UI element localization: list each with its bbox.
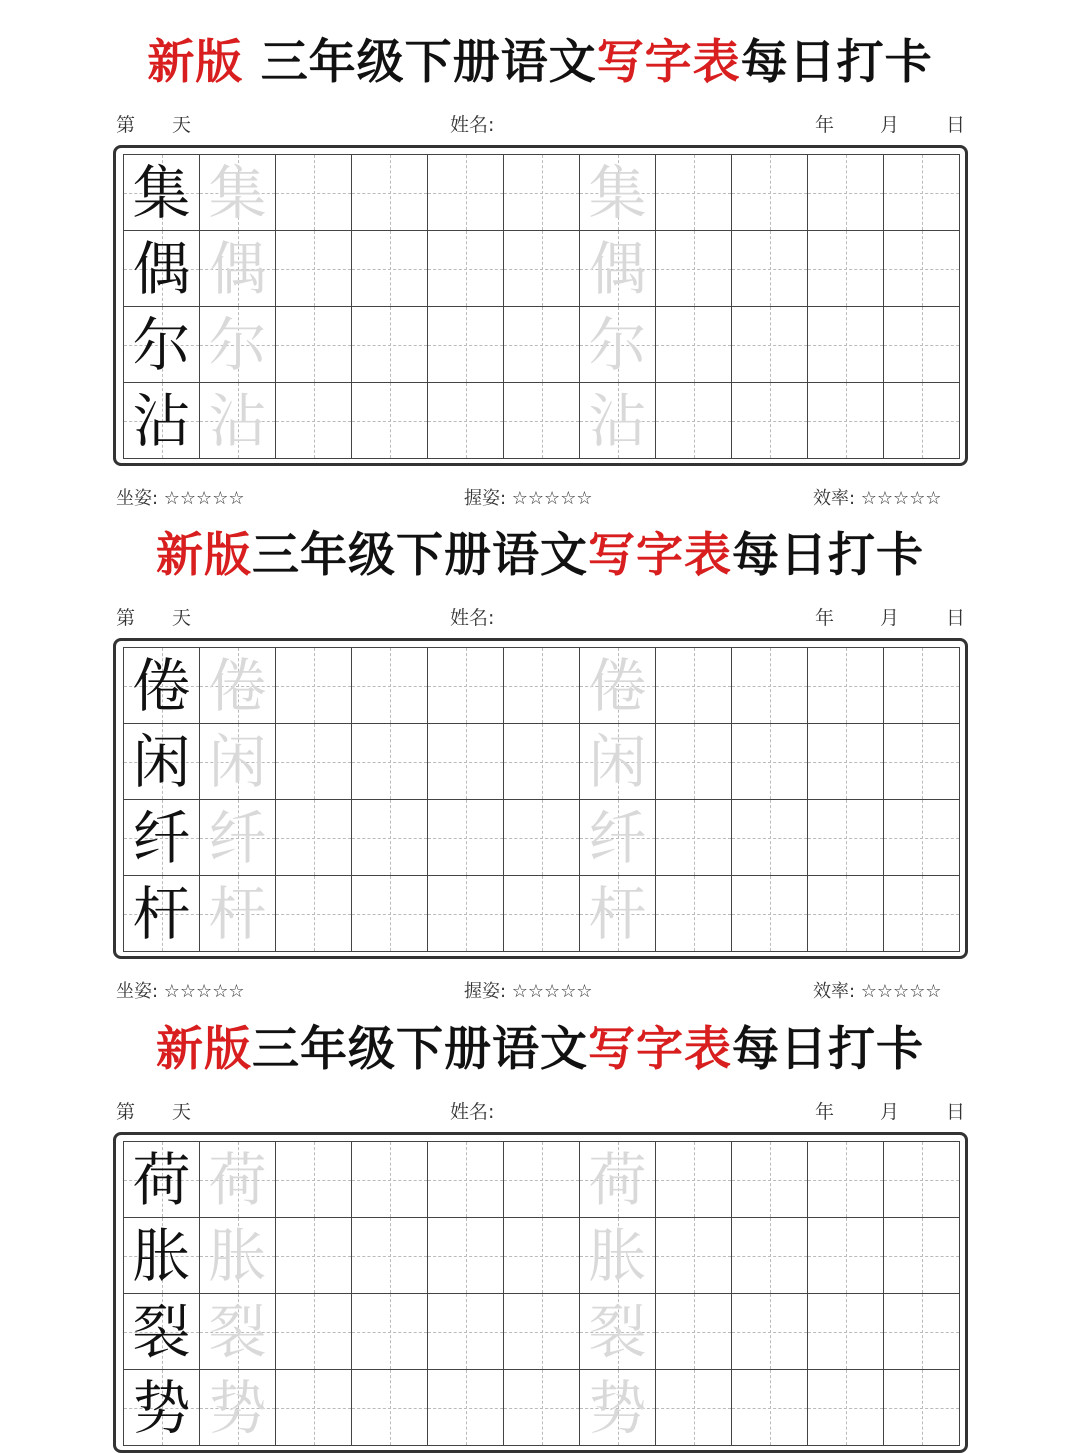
writing-cell[interactable] [352,876,428,952]
title-part: 三年级下册语文 [252,1022,588,1077]
name-label: 姓名: [450,114,495,136]
trace-character-cell [580,800,656,876]
model-character-cell [124,1142,200,1218]
trace-character: 闲 [588,727,647,796]
model-character-cell [124,724,200,800]
trace-character: 尔 [588,310,647,379]
writing-cell[interactable] [276,1218,352,1294]
writing-cell[interactable] [884,1370,960,1446]
writing-cell[interactable] [808,724,884,800]
date-label: 日 [946,607,966,629]
model-character-cell [124,307,200,383]
writing-cell[interactable] [808,231,884,307]
writing-cell[interactable] [504,800,580,876]
efficiency-rating[interactable]: 效率: ☆☆☆☆☆ [813,981,942,1002]
writing-cell[interactable] [276,800,352,876]
writing-cell[interactable] [276,307,352,383]
writing-cell[interactable] [352,724,428,800]
writing-cell[interactable] [884,1294,960,1370]
sheet-title [0,33,1080,93]
writing-grid-frame [113,638,968,959]
trace-character: 沾 [588,386,647,455]
writing-cell[interactable] [732,155,808,231]
writing-grid-frame [113,145,968,466]
writing-cell[interactable] [732,648,808,724]
year-label: 年 [815,607,835,629]
trace-character: 纤 [588,803,647,872]
writing-cell[interactable] [884,383,960,459]
writing-cell[interactable] [656,383,732,459]
trace-character: 势 [588,1373,647,1442]
model-character-cell [124,383,200,459]
writing-cell[interactable] [504,1218,580,1294]
day-suffix-label: 天 [172,114,192,136]
writing-cell[interactable] [884,1142,960,1218]
writing-cell[interactable] [732,231,808,307]
trace-character-cell [580,648,656,724]
model-character-cell [124,1218,200,1294]
writing-cell[interactable] [352,155,428,231]
trace-character: 集 [588,158,647,227]
title-part: 每日打卡 [732,1022,924,1077]
writing-cell[interactable] [428,1294,504,1370]
trace-character-cell [200,800,276,876]
model-character: 集 [132,158,191,227]
trace-character: 倦 [208,651,267,720]
writing-grid-frame [113,1132,968,1453]
trace-character-cell [580,383,656,459]
trace-character-cell [200,1218,276,1294]
day-prefix-label: 第 [116,1101,136,1123]
writing-cell[interactable] [656,648,732,724]
trace-character: 偶 [588,234,647,303]
rating-row [116,484,966,508]
title-part: 写字表 [588,1022,732,1077]
writing-cell[interactable] [732,724,808,800]
model-character: 沾 [132,386,191,455]
writing-cell[interactable] [428,1370,504,1446]
trace-character-cell [200,383,276,459]
writing-cell[interactable] [428,648,504,724]
trace-character: 倦 [588,651,647,720]
trace-character-cell [200,307,276,383]
writing-cell[interactable] [352,648,428,724]
title-part: 三年级下册语文 [260,35,597,90]
writing-cell[interactable] [732,1142,808,1218]
meta-row [116,1097,966,1121]
month-label: 月 [880,114,900,136]
year-label: 年 [815,1101,835,1123]
model-character-cell [124,231,200,307]
meta-row [116,603,966,627]
title-part: 写字表 [588,528,732,583]
writing-cell[interactable] [276,383,352,459]
writing-cell[interactable] [352,231,428,307]
writing-cell[interactable] [428,231,504,307]
writing-cell[interactable] [656,724,732,800]
writing-cell[interactable] [732,383,808,459]
title-part: 三年级下册语文 [252,528,588,583]
trace-character-cell [200,1294,276,1370]
writing-cell[interactable] [276,876,352,952]
writing-cell[interactable] [808,383,884,459]
writing-cell[interactable] [732,307,808,383]
writing-cell[interactable] [884,724,960,800]
writing-cell[interactable] [504,876,580,952]
writing-cell[interactable] [732,1218,808,1294]
sheet-title [0,526,1080,586]
trace-character-cell [580,307,656,383]
model-character: 胀 [132,1221,191,1290]
day-prefix-label: 第 [116,114,136,136]
writing-cell[interactable] [352,1294,428,1370]
writing-cell[interactable] [352,1370,428,1446]
trace-character: 杆 [208,879,267,948]
writing-cell[interactable] [504,1370,580,1446]
tian-zi-grid [123,647,960,952]
writing-cell[interactable] [428,724,504,800]
rating-row [116,977,966,1001]
trace-character: 杆 [588,879,647,948]
day-prefix-label: 第 [116,607,136,629]
trace-character-cell [580,155,656,231]
title-part: 新版 [156,528,252,583]
title-part: 写字表 [596,35,741,90]
trace-character: 偶 [208,234,267,303]
title-part: 新版 [147,35,261,90]
trace-character-cell [580,876,656,952]
writing-cell[interactable] [428,383,504,459]
model-character-cell [124,876,200,952]
trace-character: 尔 [208,310,267,379]
writing-cell[interactable] [428,155,504,231]
trace-character-cell [200,155,276,231]
trace-character: 胀 [208,1221,267,1290]
writing-cell[interactable] [656,1370,732,1446]
writing-cell[interactable] [656,1142,732,1218]
writing-cell[interactable] [808,800,884,876]
trace-character-cell [200,724,276,800]
writing-cell[interactable] [884,648,960,724]
model-character: 纤 [132,803,191,872]
meta-row [116,110,966,134]
date-label: 日 [946,114,966,136]
model-character: 势 [132,1373,191,1442]
model-character-cell [124,800,200,876]
model-character: 荷 [132,1145,191,1214]
trace-character-cell [580,1142,656,1218]
trace-character: 集 [208,158,267,227]
grip-posture-rating[interactable]: 握姿: ☆☆☆☆☆ [464,981,593,1002]
writing-cell[interactable] [808,648,884,724]
writing-cell[interactable] [352,1142,428,1218]
writing-cell[interactable] [276,724,352,800]
name-label: 姓名: [450,607,495,629]
writing-cell[interactable] [504,383,580,459]
day-suffix-label: 天 [172,607,192,629]
writing-cell[interactable] [656,307,732,383]
model-character: 闲 [132,727,191,796]
trace-character-cell [200,648,276,724]
writing-cell[interactable] [732,1294,808,1370]
model-character: 偶 [132,234,191,303]
writing-cell[interactable] [656,231,732,307]
trace-character-cell [580,1370,656,1446]
trace-character-cell [580,724,656,800]
date-label: 日 [946,1101,966,1123]
trace-character-cell [200,1370,276,1446]
grip-posture-rating[interactable]: 握姿: ☆☆☆☆☆ [464,488,593,509]
model-character-cell [124,1294,200,1370]
trace-character-cell [580,231,656,307]
trace-character: 闲 [208,727,267,796]
trace-character: 荷 [208,1145,267,1214]
writing-cell[interactable] [276,231,352,307]
tian-zi-grid [123,154,960,459]
writing-cell[interactable] [884,231,960,307]
writing-cell[interactable] [504,155,580,231]
writing-cell[interactable] [656,1218,732,1294]
writing-cell[interactable] [884,307,960,383]
month-label: 月 [880,1101,900,1123]
writing-cell[interactable] [884,155,960,231]
year-label: 年 [815,114,835,136]
writing-cell[interactable] [276,648,352,724]
trace-character-cell [580,1294,656,1370]
sitting-posture-rating[interactable]: 坐姿: ☆☆☆☆☆ [116,488,245,509]
writing-cell[interactable] [884,1218,960,1294]
month-label: 月 [880,607,900,629]
model-character: 杆 [132,879,191,948]
writing-cell[interactable] [428,800,504,876]
model-character: 倦 [132,651,191,720]
trace-character-cell [580,1218,656,1294]
writing-cell[interactable] [428,1142,504,1218]
trace-character-cell [200,1142,276,1218]
model-character: 尔 [132,310,191,379]
writing-cell[interactable] [276,1294,352,1370]
writing-cell[interactable] [732,876,808,952]
trace-character-cell [200,231,276,307]
title-part: 新版 [156,1022,252,1077]
trace-character: 胀 [588,1221,647,1290]
writing-cell[interactable] [352,800,428,876]
title-part: 每日打卡 [740,35,933,90]
efficiency-rating[interactable]: 效率: ☆☆☆☆☆ [813,488,942,509]
sheet-title [0,1020,1080,1080]
writing-cell[interactable] [656,800,732,876]
writing-cell[interactable] [808,876,884,952]
name-label: 姓名: [450,1101,495,1123]
writing-cell[interactable] [808,307,884,383]
model-character-cell [124,155,200,231]
title-part: 每日打卡 [732,528,924,583]
sitting-posture-rating[interactable]: 坐姿: ☆☆☆☆☆ [116,981,245,1002]
trace-character: 裂 [208,1297,267,1366]
writing-cell[interactable] [504,724,580,800]
trace-character: 裂 [588,1297,647,1366]
writing-cell[interactable] [504,1142,580,1218]
model-character-cell [124,1370,200,1446]
writing-cell[interactable] [428,876,504,952]
writing-cell[interactable] [276,1370,352,1446]
model-character: 裂 [132,1297,191,1366]
writing-cell[interactable] [352,383,428,459]
writing-cell[interactable] [732,800,808,876]
writing-cell[interactable] [656,1294,732,1370]
trace-character: 势 [208,1373,267,1442]
writing-cell[interactable] [656,876,732,952]
writing-cell[interactable] [808,1370,884,1446]
tian-zi-grid [123,1141,960,1446]
writing-cell[interactable] [808,1218,884,1294]
trace-character: 荷 [588,1145,647,1214]
writing-cell[interactable] [732,1370,808,1446]
writing-cell[interactable] [504,231,580,307]
writing-cell[interactable] [808,1142,884,1218]
writing-cell[interactable] [428,1218,504,1294]
writing-cell[interactable] [504,307,580,383]
writing-cell[interactable] [276,155,352,231]
trace-character: 纤 [208,803,267,872]
writing-cell[interactable] [884,876,960,952]
trace-character: 沾 [208,386,267,455]
writing-cell[interactable] [808,155,884,231]
writing-cell[interactable] [808,1294,884,1370]
writing-cell[interactable] [504,1294,580,1370]
model-character-cell [124,648,200,724]
trace-character-cell [200,876,276,952]
writing-cell[interactable] [352,307,428,383]
writing-cell[interactable] [656,155,732,231]
writing-cell[interactable] [504,648,580,724]
writing-cell[interactable] [428,307,504,383]
writing-cell[interactable] [884,800,960,876]
day-suffix-label: 天 [172,1101,192,1123]
writing-cell[interactable] [352,1218,428,1294]
writing-cell[interactable] [276,1142,352,1218]
